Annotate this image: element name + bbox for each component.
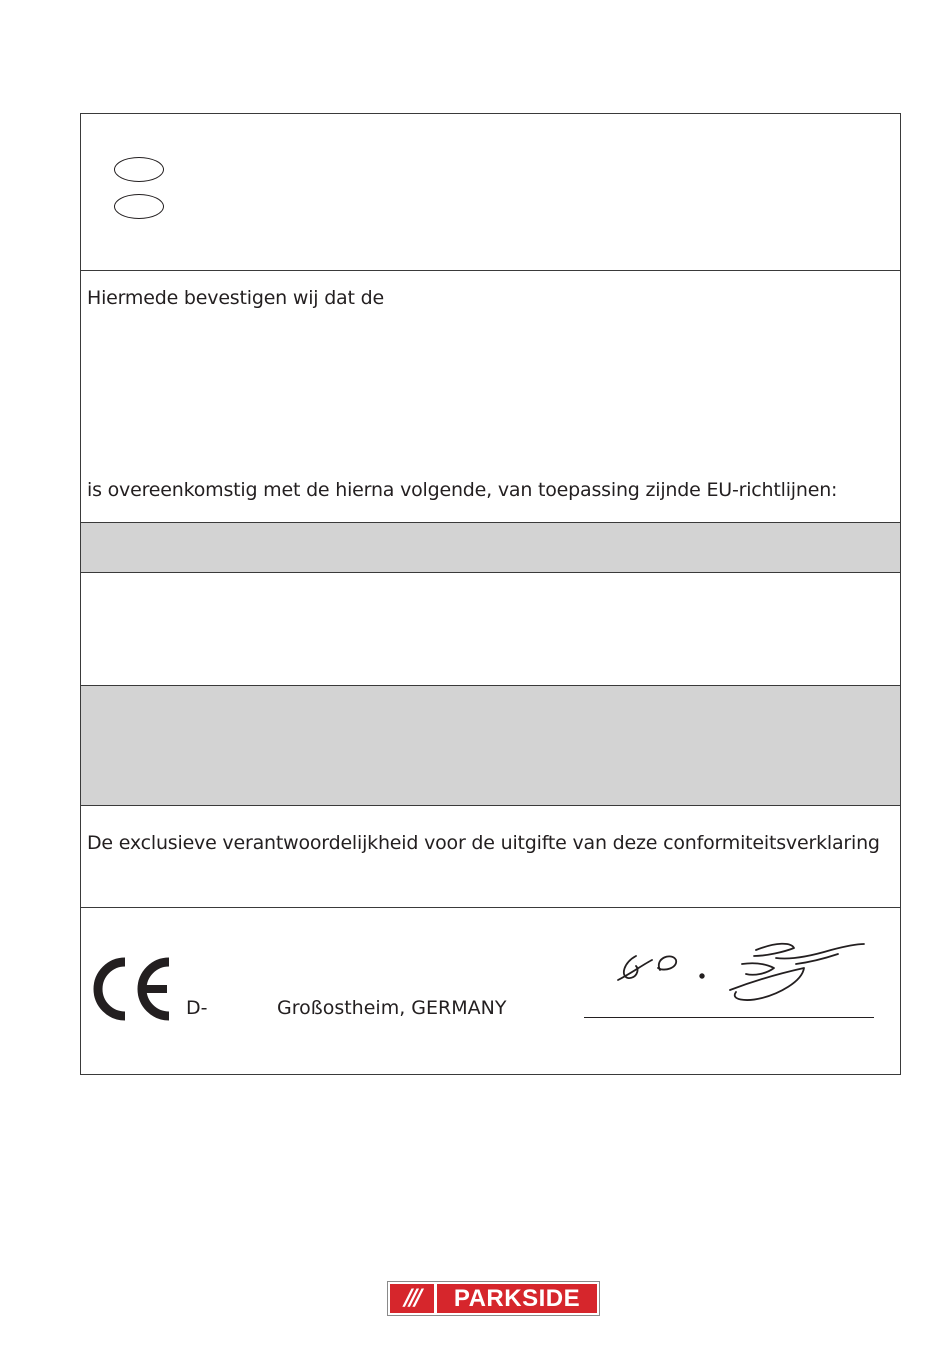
confirmation-section	[81, 270, 900, 522]
header-section	[81, 114, 900, 270]
compliance-text: is overeenkomstig met de hierna volgende, van toepassing zijnde EU-richtlijnen:	[87, 479, 838, 501]
language-oval-top	[114, 157, 164, 182]
city-country: Großostheim, GERMANY	[277, 997, 507, 1019]
product-shaded-row	[81, 685, 900, 805]
standards-row	[81, 572, 900, 685]
responsibility-text: De exclusieve verantwoordelijkheid voor de uitgifte van deze conformiteitsverklaring	[87, 832, 880, 854]
handwritten-signature	[606, 934, 866, 1014]
parkside-logo	[387, 1281, 600, 1316]
signature-line	[584, 1017, 874, 1018]
declaration-of-conformity-form	[80, 113, 901, 1075]
directives-shaded-row	[81, 522, 900, 572]
ce-mark-icon	[89, 954, 177, 1024]
postal-code-prefix: D-	[186, 997, 208, 1019]
signature-section	[81, 907, 900, 1074]
responsibility-section	[81, 805, 900, 907]
logo-wordmark: PARKSIDE	[437, 1284, 597, 1313]
intro-text: Hiermede bevestigen wij dat de	[87, 287, 384, 309]
language-oval-bottom	[114, 194, 164, 219]
logo-slashes: ///	[390, 1284, 434, 1313]
